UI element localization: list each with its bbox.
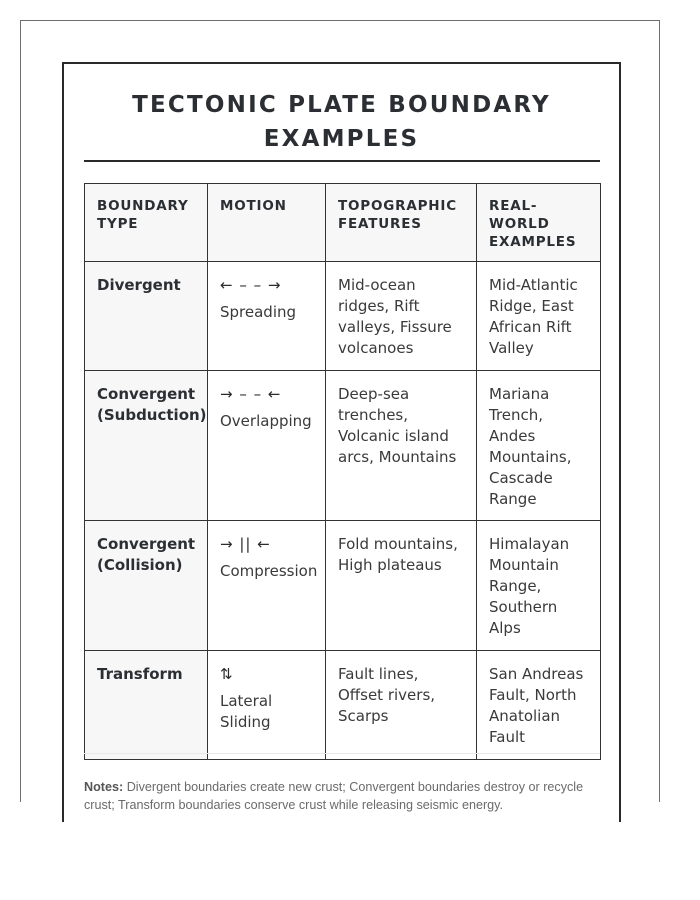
page-frame bbox=[20, 20, 660, 812]
boundary-type-cell: Convergent (Subduction) bbox=[85, 371, 208, 521]
divergent-arrows-icon: ← – – → bbox=[220, 276, 282, 294]
motion-label: Overlapping bbox=[220, 412, 312, 430]
features-cell: Fold mountains, High plateaus bbox=[326, 521, 477, 651]
table-row bbox=[85, 521, 601, 651]
subduction-arrows-icon: → – – ← bbox=[220, 385, 282, 403]
header-topographic-features: TOPOGRAPHIC FEATURES bbox=[326, 184, 477, 262]
header-boundary-type: BOUNDARY TYPE bbox=[85, 184, 208, 262]
notes-text: Divergent boundaries create new crust; Convergent boundaries destroy or recycle crust; Transform boundaries conserve crust while releasing seismic energy. bbox=[84, 780, 584, 812]
examples-cell: Himalayan Mountain Range, Southern Alps bbox=[477, 521, 601, 651]
motion-cell bbox=[208, 521, 326, 651]
motion-cell bbox=[208, 262, 326, 371]
notes-label: Notes: bbox=[84, 780, 124, 794]
features-cell: Fault lines, Offset rivers, Scarps bbox=[326, 651, 477, 760]
boundary-type-cell: Divergent bbox=[85, 262, 208, 371]
header-real-world-examples: REAL-WORLD EXAMPLES bbox=[477, 184, 601, 262]
notes-divider bbox=[84, 753, 600, 754]
examples-cell: Mid-Atlantic Ridge, East African Rift Valley bbox=[477, 262, 601, 371]
table-row bbox=[85, 262, 601, 371]
motion-cell bbox=[208, 651, 326, 760]
title-divider bbox=[84, 160, 600, 162]
motion-cell bbox=[208, 371, 326, 521]
page-title: TECTONIC PLATE BOUNDARY EXAMPLES bbox=[132, 92, 551, 152]
motion-label: Spreading bbox=[220, 303, 297, 321]
boundary-table bbox=[84, 183, 601, 760]
transform-arrows-icon: ⇅ bbox=[220, 665, 234, 683]
boundary-type-cell: Convergent (Collision) bbox=[85, 521, 208, 651]
examples-cell: San Andreas Fault, North Anatolian Fault bbox=[477, 651, 601, 760]
motion-label: Compression bbox=[220, 562, 318, 580]
features-cell: Mid-ocean ridges, Rift valleys, Fissure volcanoes bbox=[326, 262, 477, 371]
table-row bbox=[85, 651, 601, 760]
collision-arrows-icon: → || ← bbox=[220, 535, 271, 553]
notes-paragraph bbox=[84, 778, 600, 814]
motion-label: Lateral Sliding bbox=[220, 692, 273, 731]
features-cell: Deep-sea trenches, Volcanic island arcs, Mountains bbox=[326, 371, 477, 521]
header-motion: MOTION bbox=[208, 184, 326, 262]
boundary-type-cell: Transform bbox=[85, 651, 208, 760]
document-card bbox=[62, 62, 621, 822]
table-row bbox=[85, 371, 601, 521]
table-header-row bbox=[85, 184, 601, 262]
examples-cell: Mariana Trench, Andes Mountains, Cascade Range bbox=[477, 371, 601, 521]
